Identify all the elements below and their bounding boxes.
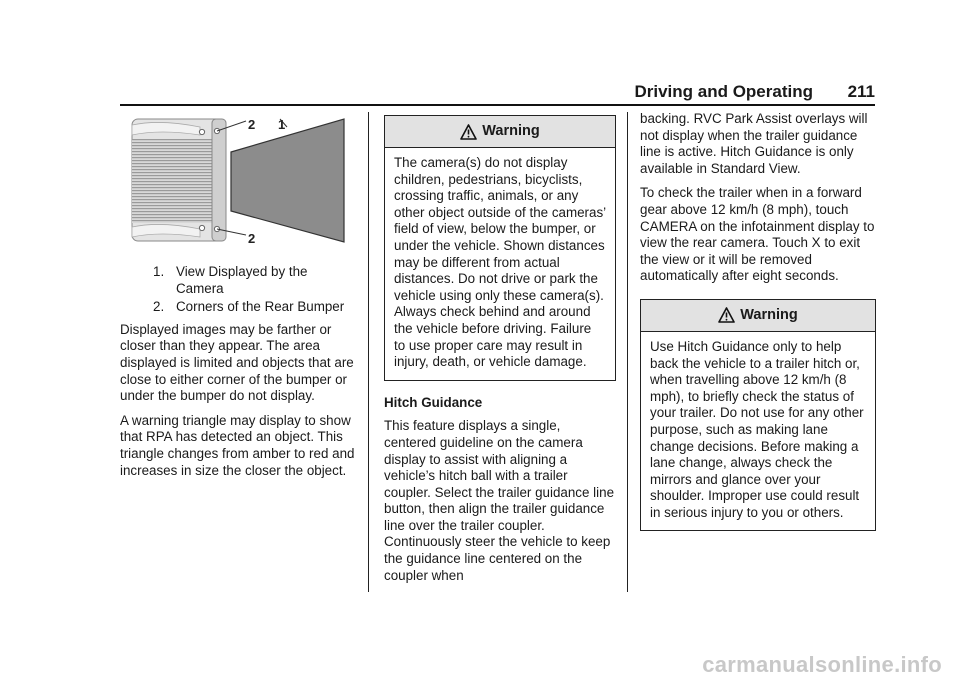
figure-caption-list	[120, 264, 356, 316]
caption-number: 2.	[153, 299, 165, 315]
column-divider	[368, 112, 369, 592]
caption-text: View Displayed by the Camera	[176, 264, 308, 296]
warning-box	[384, 115, 616, 381]
warning-title: Warning	[482, 123, 540, 140]
warning-header	[385, 116, 615, 148]
warning-body: Use Hitch Guidance only to help back the vehicle to a trailer hitch or, when travelling above 12 km/h (8 mph), to briefly check the status of your trailer. Do not use for any other purpose, such as making lane change decisions. Before making a lane change, always check the mirrors and glance over your shoulder. Improper use could result in serious injury to you or others.	[650, 338, 864, 520]
body-paragraph: A warning triangle may display to show that RPA has detected an object. This triangle changes from amber to red and increases in size the closer the object.	[120, 412, 355, 478]
column-3	[640, 111, 876, 545]
warning-box	[640, 299, 876, 532]
caption-item	[120, 264, 356, 297]
warning-triangle-icon	[460, 124, 477, 140]
caption-text: Corners of the Rear Bumper	[176, 299, 345, 315]
body-paragraph: To check the trailer when in a forward gear above 12 km/h (8 mph), touch CAMERA on the infotainment display to view the rear camera. Touch X to exit the view or it will be removed automatically after eight seconds.	[640, 185, 875, 284]
watermark[interactable]: carmanualsonline.info	[702, 652, 942, 677]
column-1	[120, 115, 356, 487]
page-number: 211	[847, 82, 875, 101]
warning-header	[641, 300, 875, 332]
bumper-camera-illustration	[120, 115, 356, 250]
hitch-guidance-heading: Hitch Guidance	[384, 394, 483, 410]
column-2	[384, 115, 616, 592]
warning-title: Warning	[740, 307, 798, 324]
section-title: Driving and Operating	[634, 82, 813, 101]
callout-label: 2	[248, 231, 256, 246]
rear-bumper-camera-figure	[120, 115, 356, 250]
caption-item	[120, 299, 356, 316]
page-header	[120, 80, 875, 106]
caption-number: 1.	[153, 264, 165, 279]
warning-triangle-icon	[718, 307, 735, 323]
body-paragraph: Displayed images may be farther or closer than they appear. The area displayed is limited and objects that are close to either corner of the bumper or under the bumper do not display.	[120, 321, 354, 404]
body-paragraph: backing. RVC Park Assist overlays will not display when the trailer guidance line is active. Hitch Guidance is only available in Standard View.	[640, 111, 868, 176]
body-paragraph: This feature displays a single, centered guideline on the camera display to assist with aligning a vehicle’s hitch ball with a trailer coupler. Select the trailer guidance line button, then align the trailer guidance line over the trailer coupler. Continuously steer the vehicle to keep the guidance line centered on the coupler when	[384, 418, 615, 583]
callout-label: 2	[248, 117, 256, 132]
column-divider	[627, 112, 628, 592]
warning-body: The camera(s) do not display children, pedestrians, bicyclists, crossing traffic, animals, or any other object outside of the cameras’ field of view, below the bumper, or under the vehicle. Shown distances may be different from actual distances. Do not drive or park the vehicle using only these camera(s). Always check behind and around the vehicle before driving. Failure to use proper care may result in injury, death, or vehicle damage.	[394, 155, 606, 370]
callout-label: 1	[278, 117, 286, 132]
